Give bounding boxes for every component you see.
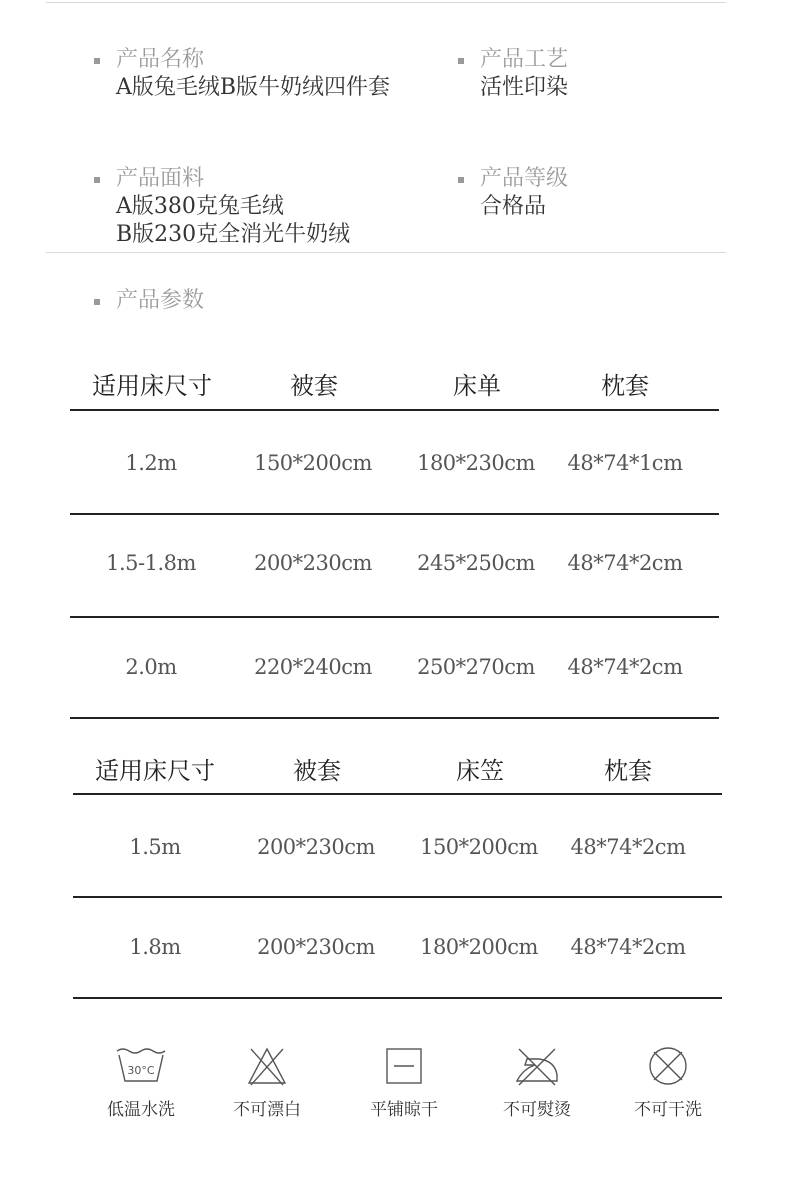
svg-text:30°C: 30°C [127, 1064, 155, 1077]
table-cell: 180*200cm [420, 935, 538, 959]
table-1-line [70, 513, 719, 515]
product-name [94, 46, 390, 102]
product-fabric-label: 产品面料 [94, 165, 350, 193]
table-cell: 150*200cm [420, 835, 538, 859]
no-iron-icon [509, 1045, 565, 1087]
table-1-header-cell: 被套 [290, 372, 338, 400]
product-name-value: A版兔毛绒B版牛奶绒四件套 [116, 75, 391, 100]
table-cell: 2.0m [125, 655, 177, 679]
mid-divider [46, 252, 726, 253]
table-cell: 1.5-1.8m [106, 551, 196, 575]
care-item-dry-flat [344, 1045, 464, 1120]
table-2-line [73, 896, 722, 898]
product-grade-value: 合格品 [480, 194, 547, 219]
product-fabric [94, 165, 350, 249]
care-item-no-bleach [207, 1045, 327, 1120]
product-craft-label: 产品工艺 [458, 46, 568, 74]
table-cell: 245*250cm [417, 551, 535, 575]
table-1-header-cell: 适用床尺寸 [92, 372, 212, 400]
table-cell: 150*200cm [254, 451, 372, 475]
table-cell: 48*74*2cm [567, 551, 683, 575]
table-cell: 1.2m [125, 451, 177, 475]
table-cell: 180*230cm [417, 451, 535, 475]
table-cell: 48*74*2cm [570, 935, 686, 959]
care-label: 低温水洗 [107, 1100, 175, 1120]
no-bleach-icon [239, 1045, 295, 1087]
product-fabric-value-1: A版380克兔毛绒 [116, 194, 284, 219]
product-params-label: 产品参数 [94, 287, 204, 315]
table-2-line [73, 997, 722, 999]
product-craft-value: 活性印染 [480, 75, 569, 100]
table-2-header-cell: 被套 [293, 757, 341, 785]
table-cell: 220*240cm [254, 655, 372, 679]
table-cell: 250*270cm [417, 655, 535, 679]
table-1-header-cell: 枕套 [601, 372, 649, 400]
table-1-line [70, 717, 719, 719]
dry-flat-icon [376, 1045, 432, 1087]
table-1-line [70, 616, 719, 618]
table-cell: 200*230cm [257, 835, 375, 859]
care-item-wash [81, 1045, 201, 1120]
table-1-line [70, 409, 719, 411]
care-label: 不可漂白 [233, 1100, 301, 1120]
table-1-header-cell: 床单 [453, 372, 501, 400]
care-item-no-iron [477, 1045, 597, 1120]
top-divider [46, 2, 726, 3]
product-params [94, 287, 204, 315]
table-cell: 200*230cm [257, 935, 375, 959]
table-cell: 48*74*1cm [567, 451, 683, 475]
product-fabric-value-2: B版230克全消光牛奶绒 [116, 222, 351, 247]
table-2-header-cell: 床笠 [456, 757, 504, 785]
wash-30-icon [113, 1045, 169, 1087]
care-label: 不可熨烫 [503, 1100, 571, 1120]
table-2-line [73, 793, 722, 795]
table-cell: 1.8m [129, 935, 181, 959]
table-cell: 1.5m [129, 835, 181, 859]
product-name-label: 产品名称 [94, 46, 390, 74]
table-cell: 200*230cm [254, 551, 372, 575]
table-2-header-cell: 适用床尺寸 [95, 757, 215, 785]
table-cell: 48*74*2cm [567, 655, 683, 679]
product-grade [458, 165, 568, 221]
no-dry-clean-icon [640, 1045, 696, 1087]
product-craft [458, 46, 568, 102]
table-2-header-cell: 枕套 [604, 757, 652, 785]
care-label: 平铺晾干 [370, 1100, 438, 1120]
care-label: 不可干洗 [634, 1100, 702, 1120]
table-cell: 48*74*2cm [570, 835, 686, 859]
care-item-no-dry-clean [608, 1045, 728, 1120]
product-grade-label: 产品等级 [458, 165, 568, 193]
